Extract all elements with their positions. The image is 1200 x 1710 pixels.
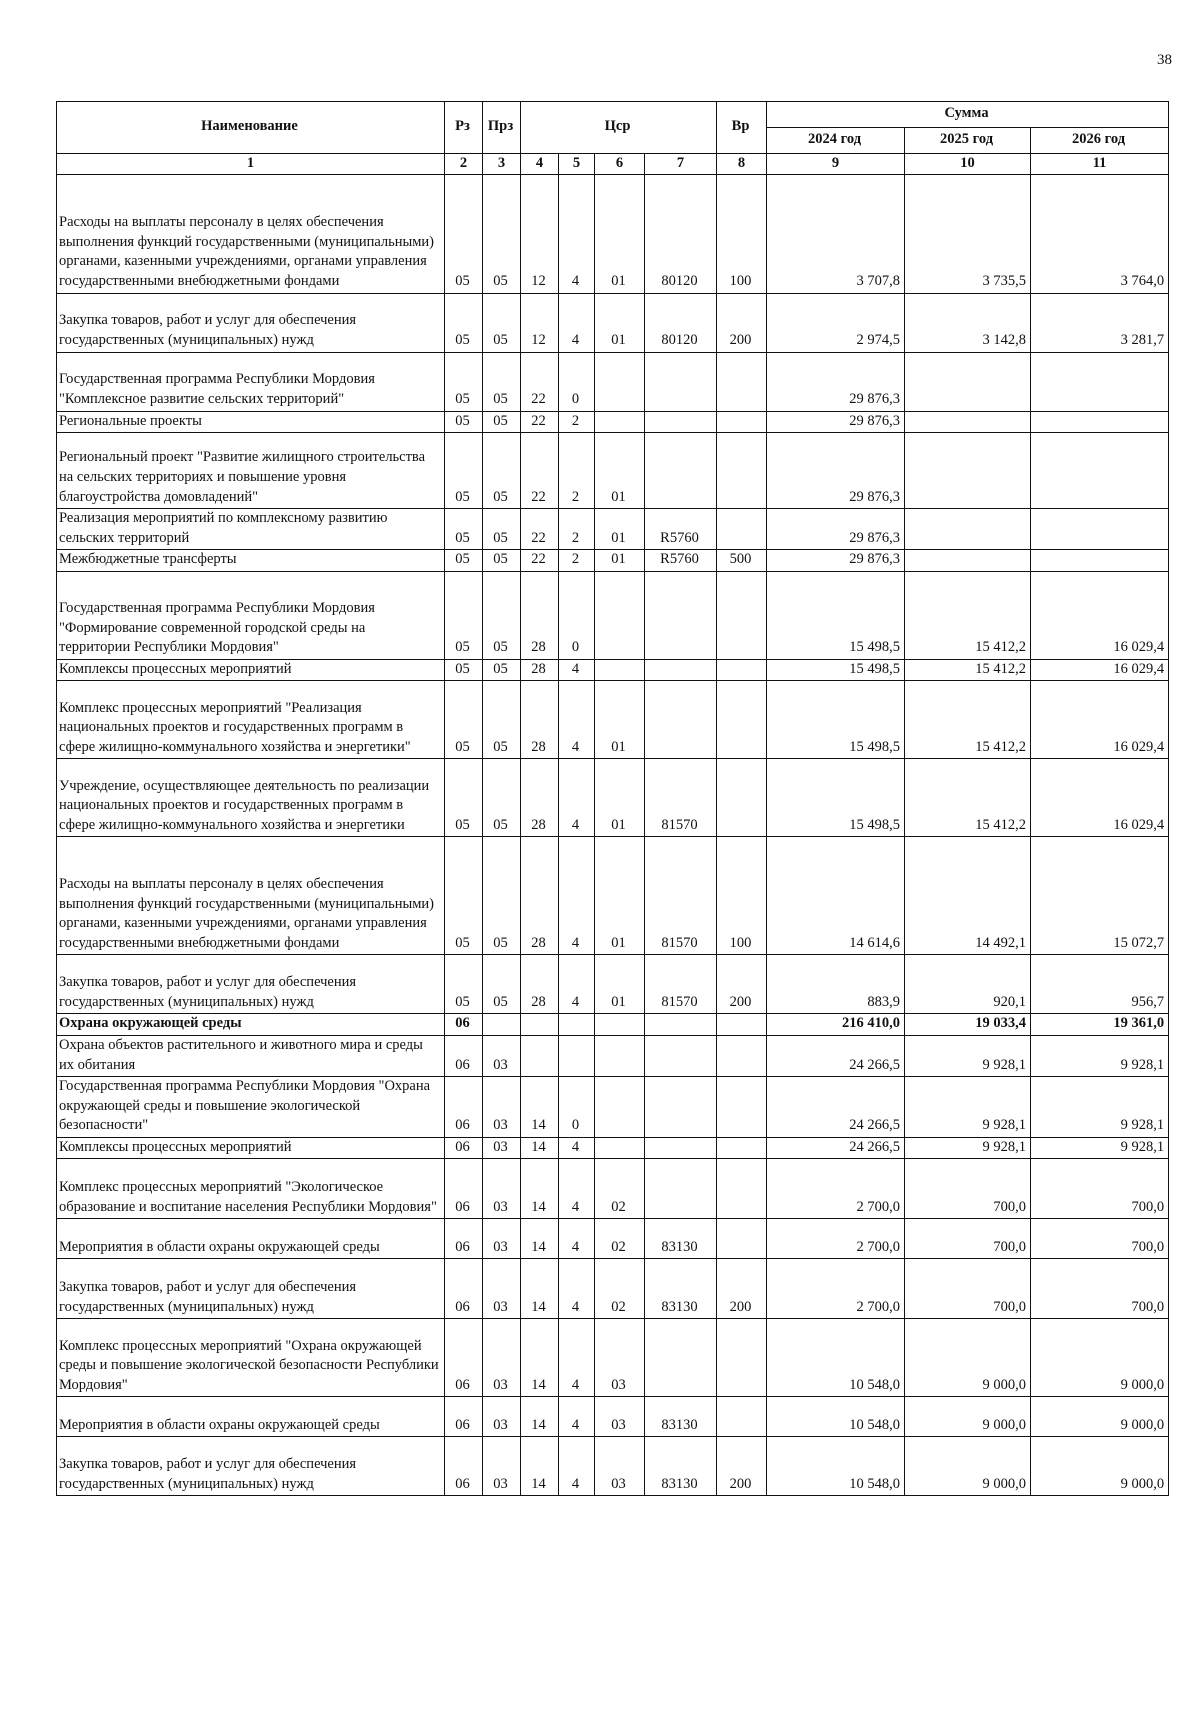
row-csr-2: 2 (559, 411, 595, 433)
table-row (57, 1437, 1169, 1496)
row-csr-3: 02 (595, 1219, 645, 1259)
row-name: Закупка товаров, работ и услуг для обеспечения государственных (муниципальных) нужд (57, 1259, 445, 1319)
row-rz: 06 (445, 1159, 483, 1219)
row-sum-2026: 9 000,0 (1031, 1437, 1169, 1496)
row-csr-1: 14 (521, 1259, 559, 1319)
row-sum-2026: 700,0 (1031, 1219, 1169, 1259)
row-name: Закупка товаров, работ и услуг для обеспечения государственных (муниципальных) нужд (57, 1437, 445, 1496)
row-prz (483, 1014, 521, 1036)
row-sum-2026: 16 029,4 (1031, 681, 1169, 759)
row-csr-1: 14 (521, 1077, 559, 1138)
table-body (57, 174, 1169, 1496)
header-year-2025: 2025 год (905, 128, 1031, 154)
table-row (57, 1077, 1169, 1138)
row-csr-1: 12 (521, 174, 559, 293)
row-sum-2026 (1031, 509, 1169, 550)
row-name: Комплекс процессных мероприятий "Экологическое образование и воспитание населения Республики Мордовия" (57, 1159, 445, 1219)
row-sum-2024: 29 876,3 (767, 411, 905, 433)
row-csr-1: 14 (521, 1437, 559, 1496)
row-csr-3: 01 (595, 837, 645, 955)
row-csr-1: 14 (521, 1319, 559, 1397)
row-csr-4 (645, 681, 717, 759)
row-vr (717, 1077, 767, 1138)
row-csr-3 (595, 1137, 645, 1159)
row-csr-3: 03 (595, 1319, 645, 1397)
row-name: Комплекс процессных мероприятий "Реализация национальных проектов и государственных программ в сфере жилищно-коммунального хозяйства и энергетики" (57, 681, 445, 759)
row-csr-1: 28 (521, 681, 559, 759)
header-rz: Рз (445, 102, 483, 154)
row-vr: 200 (717, 955, 767, 1014)
row-name: Закупка товаров, работ и услуг для обеспечения государственных (муниципальных) нужд (57, 293, 445, 352)
row-csr-2: 4 (559, 1159, 595, 1219)
table-row (57, 1137, 1169, 1159)
row-name: Охрана окружающей среды (57, 1014, 445, 1036)
row-sum-2026: 9 000,0 (1031, 1319, 1169, 1397)
row-name: Закупка товаров, работ и услуг для обеспечения государственных (муниципальных) нужд (57, 955, 445, 1014)
row-name: Государственная программа Республики Мордовия "Охрана окружающей среды и повышение экологической безопасности" (57, 1077, 445, 1138)
row-rz: 06 (445, 1035, 483, 1076)
row-sum-2025 (905, 352, 1031, 411)
row-prz: 05 (483, 837, 521, 955)
row-prz: 05 (483, 433, 521, 509)
table-row (57, 1035, 1169, 1076)
row-csr-4: R5760 (645, 550, 717, 572)
row-vr (717, 1219, 767, 1259)
row-sum-2026: 700,0 (1031, 1159, 1169, 1219)
row-csr-1: 22 (521, 509, 559, 550)
row-name: Расходы на выплаты персоналу в целях обеспечения выполнения функций государственными (муниципальными) органами, казенными учреждениями, органами управления государственными внебюджетными фондами (57, 837, 445, 955)
row-csr-2: 2 (559, 433, 595, 509)
header-sum: Сумма (767, 102, 1169, 128)
row-csr-4 (645, 1035, 717, 1076)
row-sum-2024: 2 974,5 (767, 293, 905, 352)
row-csr-2: 4 (559, 1137, 595, 1159)
row-sum-2024: 10 548,0 (767, 1437, 905, 1496)
col-number: 5 (559, 154, 595, 175)
row-csr-4: 81570 (645, 759, 717, 837)
col-number: 11 (1031, 154, 1169, 175)
table-row (57, 1319, 1169, 1397)
row-sum-2026: 19 361,0 (1031, 1014, 1169, 1036)
row-name: Комплексы процессных мероприятий (57, 1137, 445, 1159)
row-csr-2 (559, 1014, 595, 1036)
row-name: Мероприятия в области охраны окружающей среды (57, 1219, 445, 1259)
row-vr (717, 759, 767, 837)
col-number: 2 (445, 154, 483, 175)
row-sum-2026: 9 928,1 (1031, 1035, 1169, 1076)
row-sum-2025: 700,0 (905, 1259, 1031, 1319)
row-sum-2025: 19 033,4 (905, 1014, 1031, 1036)
row-csr-1: 14 (521, 1397, 559, 1437)
row-csr-1: 14 (521, 1219, 559, 1259)
row-csr-2: 4 (559, 1219, 595, 1259)
row-prz: 05 (483, 352, 521, 411)
row-rz: 05 (445, 837, 483, 955)
row-csr-4 (645, 571, 717, 659)
row-sum-2025: 14 492,1 (905, 837, 1031, 955)
table-row (57, 1397, 1169, 1437)
row-name: Региональные проекты (57, 411, 445, 433)
row-csr-4: 81570 (645, 837, 717, 955)
row-rz: 05 (445, 433, 483, 509)
row-vr (717, 681, 767, 759)
row-vr (717, 1319, 767, 1397)
row-vr (717, 1014, 767, 1036)
row-rz: 05 (445, 571, 483, 659)
row-rz: 06 (445, 1137, 483, 1159)
row-prz: 03 (483, 1397, 521, 1437)
row-prz: 03 (483, 1159, 521, 1219)
row-csr-4: 83130 (645, 1397, 717, 1437)
row-name: Государственная программа Республики Мордовия "Формирование современной городской среды на территории Республики Мордовия" (57, 571, 445, 659)
row-name: Охрана объектов растительного и животного мира и среды их обитания (57, 1035, 445, 1076)
row-csr-4 (645, 659, 717, 681)
row-name: Расходы на выплаты персоналу в целях обеспечения выполнения функций государственными (муниципальными) органами, казенными учреждениями, органами управления государственными внебюджетными фондами (57, 174, 445, 293)
row-sum-2025 (905, 550, 1031, 572)
col-number: 9 (767, 154, 905, 175)
header-prz: Прз (483, 102, 521, 154)
row-vr: 100 (717, 174, 767, 293)
row-sum-2024: 29 876,3 (767, 550, 905, 572)
row-csr-1: 28 (521, 837, 559, 955)
row-sum-2025: 3 735,5 (905, 174, 1031, 293)
row-csr-2: 4 (559, 659, 595, 681)
row-rz: 05 (445, 411, 483, 433)
row-csr-4 (645, 1077, 717, 1138)
row-sum-2025 (905, 411, 1031, 433)
row-sum-2026 (1031, 411, 1169, 433)
row-sum-2025: 9 000,0 (905, 1397, 1031, 1437)
row-csr-4: 80120 (645, 293, 717, 352)
row-sum-2024: 883,9 (767, 955, 905, 1014)
row-csr-3: 01 (595, 759, 645, 837)
row-rz: 06 (445, 1219, 483, 1259)
table-row (57, 659, 1169, 681)
row-prz: 05 (483, 759, 521, 837)
row-csr-3 (595, 352, 645, 411)
row-csr-2: 4 (559, 1437, 595, 1496)
row-csr-3 (595, 571, 645, 659)
row-rz: 05 (445, 174, 483, 293)
row-csr-4 (645, 1159, 717, 1219)
col-number: 8 (717, 154, 767, 175)
row-csr-4: 83130 (645, 1259, 717, 1319)
table-row (57, 550, 1169, 572)
row-csr-4 (645, 352, 717, 411)
table-row (57, 411, 1169, 433)
row-rz: 05 (445, 759, 483, 837)
row-sum-2025: 9 928,1 (905, 1137, 1031, 1159)
row-sum-2024: 216 410,0 (767, 1014, 905, 1036)
row-csr-3 (595, 1035, 645, 1076)
col-number: 4 (521, 154, 559, 175)
row-vr: 500 (717, 550, 767, 572)
row-prz: 03 (483, 1137, 521, 1159)
row-vr: 200 (717, 293, 767, 352)
row-csr-4 (645, 433, 717, 509)
row-name: Учреждение, осуществляющее деятельность по реализации национальных проектов и государственных программ в сфере жилищно-коммунального хозяйства и энергетики (57, 759, 445, 837)
row-csr-4 (645, 411, 717, 433)
row-csr-2: 2 (559, 509, 595, 550)
row-prz: 05 (483, 411, 521, 433)
row-name: Региональный проект "Развитие жилищного строительства на сельских территориях и повышение уровня благоустройства домовладений" (57, 433, 445, 509)
row-csr-4 (645, 1319, 717, 1397)
row-name: Государственная программа Республики Мордовия "Комплексное развитие сельских территорий" (57, 352, 445, 411)
table-row (57, 837, 1169, 955)
row-rz: 06 (445, 1319, 483, 1397)
row-csr-1: 28 (521, 759, 559, 837)
row-rz: 05 (445, 659, 483, 681)
row-sum-2024: 2 700,0 (767, 1219, 905, 1259)
row-vr: 200 (717, 1259, 767, 1319)
row-sum-2026: 956,7 (1031, 955, 1169, 1014)
row-sum-2025: 9 928,1 (905, 1077, 1031, 1138)
table-row (57, 759, 1169, 837)
row-csr-3: 01 (595, 681, 645, 759)
row-sum-2024: 24 266,5 (767, 1035, 905, 1076)
row-csr-1: 22 (521, 352, 559, 411)
row-csr-3: 02 (595, 1259, 645, 1319)
row-sum-2024: 3 707,8 (767, 174, 905, 293)
row-csr-3: 01 (595, 955, 645, 1014)
table-row (57, 1159, 1169, 1219)
row-sum-2026: 16 029,4 (1031, 659, 1169, 681)
row-rz: 05 (445, 352, 483, 411)
row-sum-2024: 2 700,0 (767, 1259, 905, 1319)
row-vr (717, 509, 767, 550)
table-row (57, 571, 1169, 659)
row-sum-2025: 15 412,2 (905, 681, 1031, 759)
row-csr-2: 0 (559, 571, 595, 659)
row-prz: 03 (483, 1219, 521, 1259)
row-vr (717, 1035, 767, 1076)
row-prz: 05 (483, 571, 521, 659)
row-csr-3 (595, 1014, 645, 1036)
row-sum-2025 (905, 509, 1031, 550)
row-csr-1 (521, 1014, 559, 1036)
budget-table (56, 101, 1169, 1496)
row-sum-2026: 15 072,7 (1031, 837, 1169, 955)
row-sum-2024: 15 498,5 (767, 681, 905, 759)
row-csr-3 (595, 1077, 645, 1138)
row-vr (717, 659, 767, 681)
row-sum-2025 (905, 433, 1031, 509)
row-prz: 05 (483, 550, 521, 572)
row-csr-1 (521, 1035, 559, 1076)
row-sum-2024: 29 876,3 (767, 433, 905, 509)
row-name: Реализация мероприятий по комплексному развитию сельских территорий (57, 509, 445, 550)
row-csr-2: 4 (559, 1397, 595, 1437)
row-sum-2024: 15 498,5 (767, 759, 905, 837)
row-csr-2: 4 (559, 955, 595, 1014)
row-csr-1: 12 (521, 293, 559, 352)
row-sum-2026: 9 928,1 (1031, 1137, 1169, 1159)
row-sum-2026: 3 764,0 (1031, 174, 1169, 293)
header-year-2024: 2024 год (767, 128, 905, 154)
row-csr-4: 81570 (645, 955, 717, 1014)
row-sum-2024: 15 498,5 (767, 659, 905, 681)
row-name: Мероприятия в области охраны окружающей среды (57, 1397, 445, 1437)
row-csr-1: 28 (521, 659, 559, 681)
col-number: 3 (483, 154, 521, 175)
table-row (57, 681, 1169, 759)
row-csr-2: 0 (559, 352, 595, 411)
row-prz: 05 (483, 955, 521, 1014)
row-sum-2025: 15 412,2 (905, 571, 1031, 659)
table-row (57, 174, 1169, 293)
header-csr: Цср (521, 102, 717, 154)
row-rz: 06 (445, 1077, 483, 1138)
row-csr-1: 14 (521, 1137, 559, 1159)
row-vr (717, 1397, 767, 1437)
row-csr-3: 02 (595, 1159, 645, 1219)
row-sum-2026: 16 029,4 (1031, 759, 1169, 837)
row-csr-3: 01 (595, 509, 645, 550)
row-csr-2 (559, 1035, 595, 1076)
col-number: 10 (905, 154, 1031, 175)
row-vr (717, 571, 767, 659)
table-row (57, 293, 1169, 352)
row-csr-1: 28 (521, 955, 559, 1014)
row-sum-2025: 9 928,1 (905, 1035, 1031, 1076)
header-name: Наименование (57, 102, 445, 154)
row-sum-2025: 9 000,0 (905, 1437, 1031, 1496)
row-name: Межбюджетные трансферты (57, 550, 445, 572)
row-vr: 200 (717, 1437, 767, 1496)
row-csr-2: 4 (559, 1259, 595, 1319)
row-csr-4: 83130 (645, 1219, 717, 1259)
row-sum-2025: 700,0 (905, 1159, 1031, 1219)
row-prz: 03 (483, 1035, 521, 1076)
row-csr-4: 83130 (645, 1437, 717, 1496)
row-csr-4 (645, 1014, 717, 1036)
row-rz: 06 (445, 1397, 483, 1437)
row-sum-2026 (1031, 433, 1169, 509)
row-csr-3 (595, 659, 645, 681)
row-csr-1: 22 (521, 411, 559, 433)
row-prz: 05 (483, 681, 521, 759)
row-prz: 05 (483, 509, 521, 550)
row-prz: 03 (483, 1437, 521, 1496)
row-vr (717, 433, 767, 509)
row-sum-2025: 9 000,0 (905, 1319, 1031, 1397)
row-csr-3: 03 (595, 1437, 645, 1496)
row-csr-1: 28 (521, 571, 559, 659)
row-sum-2024: 10 548,0 (767, 1319, 905, 1397)
header-vr: Вр (717, 102, 767, 154)
table-row (57, 1014, 1169, 1036)
row-rz: 06 (445, 1259, 483, 1319)
row-sum-2024: 15 498,5 (767, 571, 905, 659)
row-csr-2: 0 (559, 1077, 595, 1138)
row-rz: 05 (445, 955, 483, 1014)
row-rz: 05 (445, 681, 483, 759)
row-sum-2024: 29 876,3 (767, 352, 905, 411)
row-sum-2024: 24 266,5 (767, 1137, 905, 1159)
row-csr-3: 01 (595, 174, 645, 293)
row-vr: 100 (717, 837, 767, 955)
row-csr-3: 01 (595, 293, 645, 352)
row-csr-2: 4 (559, 837, 595, 955)
row-prz: 03 (483, 1259, 521, 1319)
row-sum-2026: 700,0 (1031, 1259, 1169, 1319)
row-csr-4: 80120 (645, 174, 717, 293)
header-year-2026: 2026 год (1031, 128, 1169, 154)
row-rz: 05 (445, 293, 483, 352)
row-sum-2024: 2 700,0 (767, 1159, 905, 1219)
table-row (57, 509, 1169, 550)
row-sum-2026 (1031, 352, 1169, 411)
row-sum-2026: 3 281,7 (1031, 293, 1169, 352)
row-csr-3 (595, 411, 645, 433)
row-name: Комплексы процессных мероприятий (57, 659, 445, 681)
row-csr-1: 22 (521, 550, 559, 572)
row-sum-2024: 10 548,0 (767, 1397, 905, 1437)
row-rz: 06 (445, 1437, 483, 1496)
table-row (57, 1259, 1169, 1319)
col-number: 7 (645, 154, 717, 175)
row-rz: 05 (445, 509, 483, 550)
row-prz: 05 (483, 293, 521, 352)
row-sum-2026: 16 029,4 (1031, 571, 1169, 659)
row-vr (717, 352, 767, 411)
row-csr-2: 4 (559, 174, 595, 293)
col-number: 6 (595, 154, 645, 175)
row-csr-2: 2 (559, 550, 595, 572)
row-csr-3: 03 (595, 1397, 645, 1437)
row-sum-2024: 14 614,6 (767, 837, 905, 955)
row-rz: 05 (445, 550, 483, 572)
row-csr-4 (645, 1137, 717, 1159)
row-rz: 06 (445, 1014, 483, 1036)
row-name: Комплекс процессных мероприятий "Охрана окружающей среды и повышение экологической безопасности Республики Мордовия" (57, 1319, 445, 1397)
row-prz: 03 (483, 1319, 521, 1397)
row-sum-2025: 920,1 (905, 955, 1031, 1014)
table-row (57, 955, 1169, 1014)
row-sum-2024: 29 876,3 (767, 509, 905, 550)
table-row (57, 433, 1169, 509)
row-vr (717, 1137, 767, 1159)
row-sum-2025: 3 142,8 (905, 293, 1031, 352)
page-number: 38 (1157, 52, 1172, 68)
row-sum-2026: 9 928,1 (1031, 1077, 1169, 1138)
row-csr-2: 4 (559, 293, 595, 352)
row-sum-2026: 9 000,0 (1031, 1397, 1169, 1437)
row-csr-4: R5760 (645, 509, 717, 550)
row-csr-3: 01 (595, 550, 645, 572)
row-csr-3: 01 (595, 433, 645, 509)
row-prz: 05 (483, 174, 521, 293)
row-sum-2025: 15 412,2 (905, 659, 1031, 681)
table-row (57, 1219, 1169, 1259)
row-sum-2025: 15 412,2 (905, 759, 1031, 837)
row-csr-1: 14 (521, 1159, 559, 1219)
row-sum-2024: 24 266,5 (767, 1077, 905, 1138)
row-vr (717, 1159, 767, 1219)
row-sum-2026 (1031, 550, 1169, 572)
row-csr-2: 4 (559, 759, 595, 837)
table-row (57, 352, 1169, 411)
row-csr-2: 4 (559, 681, 595, 759)
row-prz: 05 (483, 659, 521, 681)
row-csr-2: 4 (559, 1319, 595, 1397)
row-vr (717, 411, 767, 433)
row-sum-2025: 700,0 (905, 1219, 1031, 1259)
col-number: 1 (57, 154, 445, 175)
row-prz: 03 (483, 1077, 521, 1138)
row-csr-1: 22 (521, 433, 559, 509)
